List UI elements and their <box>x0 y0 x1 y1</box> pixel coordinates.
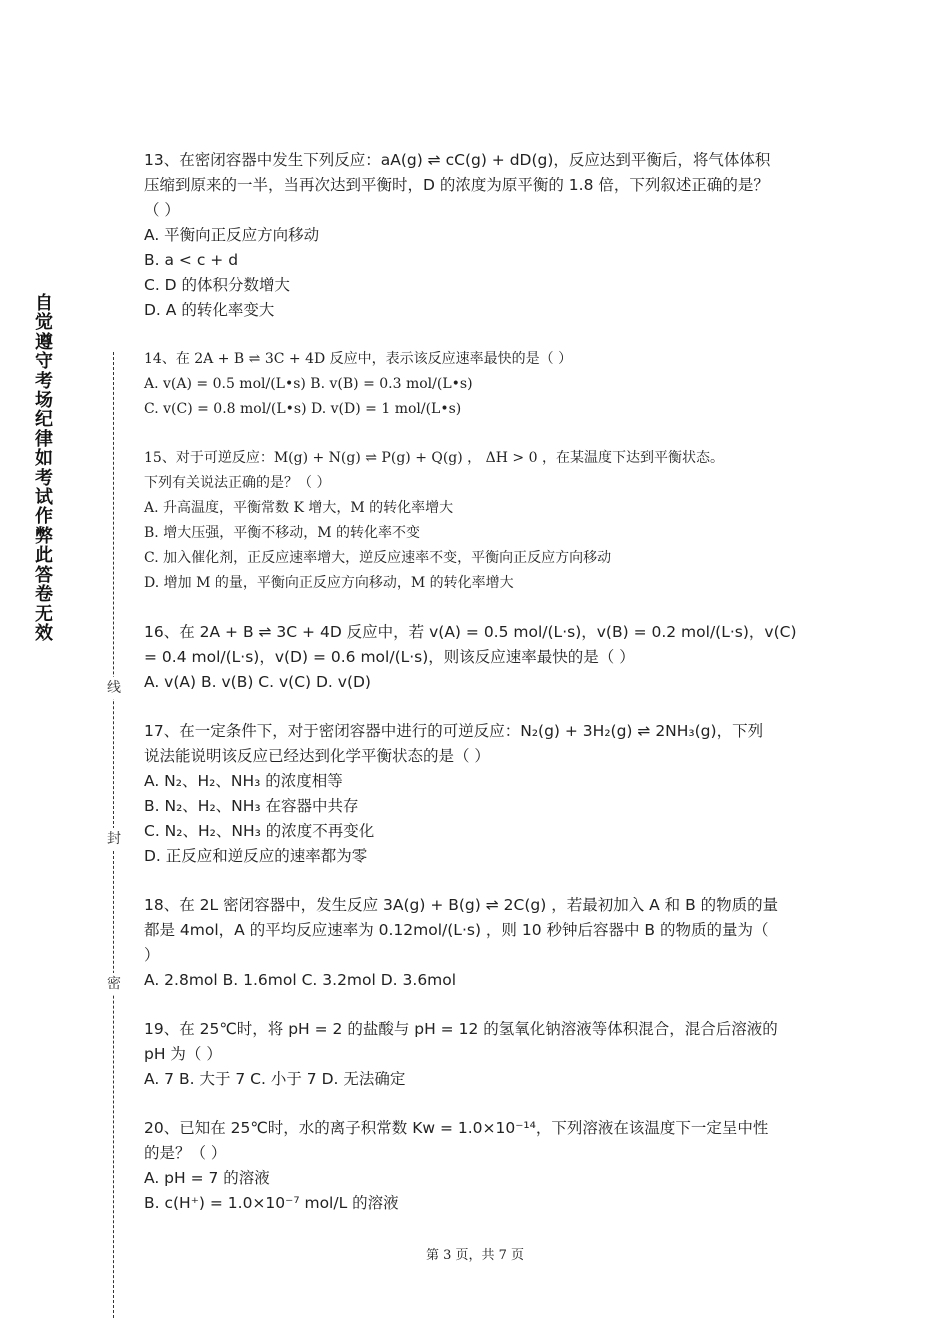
question-stem-line: ） <box>144 946 160 964</box>
option-a: A. 平衡向正反应方向移动 <box>144 226 320 244</box>
question-16 <box>144 620 809 695</box>
question-stem-line: 19、在 25℃时，将 pH = 2 的盐酸与 pH = 12 的氢氧化钠溶液等体积混合，混合后溶液的 <box>144 1020 778 1038</box>
exam-discipline-warning: 自觉遵守考场纪律如考试作弊此答卷无效 <box>35 293 53 644</box>
question-stem-line: 16、在 2A + B ⇌ 3C + 4D 反应中，若 v(A) = 0.5 mol/(L·s)，v(B) = 0.2 mol/(L·s)，v(C) <box>144 623 797 641</box>
option-c: C. D 的体积分数增大 <box>144 276 291 294</box>
question-stem-line: 下列有关说法正确的是？（ ） <box>144 475 331 491</box>
option-a: A. pH = 7 的溶液 <box>144 1169 270 1187</box>
options-row: A. v(A) B. v(B) C. v(C) D. v(D) <box>144 673 371 691</box>
option-b: B. a < c + d <box>144 251 239 269</box>
option-c: C. N₂、H₂、NH₃ 的浓度不再变化 <box>144 822 375 840</box>
option-a: A. N₂、H₂、NH₃ 的浓度相等 <box>144 772 343 790</box>
question-stem-line: （ ） <box>144 201 180 219</box>
option-d: D. 增加 M 的量，平衡向正反应方向移动，M 的转化率增大 <box>144 575 514 591</box>
option-d: D. A 的转化率变大 <box>144 301 275 319</box>
question-18 <box>144 893 809 993</box>
option-c: C. 加入催化剂，正反应速率增大，逆反应速率不变，平衡向正反应方向移动 <box>144 550 612 566</box>
seal-mark-secret: 密 <box>104 973 124 995</box>
option-a: A. 升高温度，平衡常数 K 增大，M 的转化率增大 <box>144 500 454 516</box>
seal-mark-line: 线 <box>104 677 124 699</box>
question-stem-line: 13、在密闭容器中发生下列反应：aA(g) ⇌ cC(g) + dD(g)，反应达到平衡后，将气体体积 <box>144 151 771 169</box>
question-stem-line: pH 为（ ） <box>144 1045 222 1063</box>
question-stem-line: 的是？（ ） <box>144 1144 227 1162</box>
option-ab: A. v(A) = 0.5 mol/(L•s) B. v(B) = 0.3 mol/(L•s) <box>144 376 473 392</box>
question-stem-line: 都是 4mol，A 的平均反应速率为 0.12mol/(L·s) ，则 10 秒钟后容器中 B 的物质的量为（ <box>144 921 769 939</box>
option-b: B. 增大压强，平衡不移动，M 的转化率不变 <box>144 525 420 541</box>
question-list <box>144 148 809 1240</box>
question-stem-line: 压缩到原来的一半，当再次达到平衡时，D 的浓度为原平衡的 1.8 倍，下列叙述正确的是？ <box>144 176 769 194</box>
question-stem-line: 17、在一定条件下，对于密闭容器中进行的可逆反应：N₂(g) + 3H₂(g) ⇌ 2NH₃(g)，下列 <box>144 722 764 740</box>
question-stem-line: 18、在 2L 密闭容器中，发生反应 3A(g) + B(g) ⇌ 2C(g) ，若最初加入 A 和 B 的物质的量 <box>144 896 779 914</box>
option-cd: C. v(C) = 0.8 mol/(L•s) D. v(D) = 1 mol/(L•s) <box>144 401 462 417</box>
question-stem-line: 20、已知在 25℃时，水的离子积常数 Kw = 1.0×10⁻¹⁴，下列溶液在该温度下一定呈中性 <box>144 1119 769 1137</box>
seal-mark-seal: 封 <box>104 828 124 850</box>
page-number: 第 3 页，共 7 页 <box>425 1248 525 1263</box>
question-15 <box>144 446 809 596</box>
question-17 <box>144 719 809 869</box>
option-b: B. c(H⁺) = 1.0×10⁻⁷ mol/L 的溶液 <box>144 1194 399 1212</box>
question-20 <box>144 1116 809 1216</box>
question-stem-line: 15、对于可逆反应：M(g) + N(g) ⇌ P(g) + Q(g) ， ΔH > 0 ，在某温度下达到平衡状态。 <box>144 450 724 466</box>
question-13 <box>144 148 809 323</box>
question-stem-line: 14、在 2A + B ⇌ 3C + 4D 反应中，表示该反应速率最快的是（ ） <box>144 351 573 367</box>
question-19 <box>144 1017 809 1092</box>
option-b: B. N₂、H₂、NH₃ 在容器中共存 <box>144 797 359 815</box>
question-stem-line: = 0.4 mol/(L·s)，v(D) = 0.6 mol/(L·s)，则该反应速率最快的是（ ） <box>144 648 635 666</box>
question-14 <box>144 347 809 422</box>
option-d: D. 正反应和逆反应的速率都为零 <box>144 847 368 865</box>
options-row: A. 7 B. 大于 7 C. 小于 7 D. 无法确定 <box>144 1070 406 1088</box>
question-stem-line: 说法能说明该反应已经达到化学平衡状态的是（ ） <box>144 747 490 765</box>
options-row: A. 2.8mol B. 1.6mol C. 3.2mol D. 3.6mol <box>144 971 457 989</box>
